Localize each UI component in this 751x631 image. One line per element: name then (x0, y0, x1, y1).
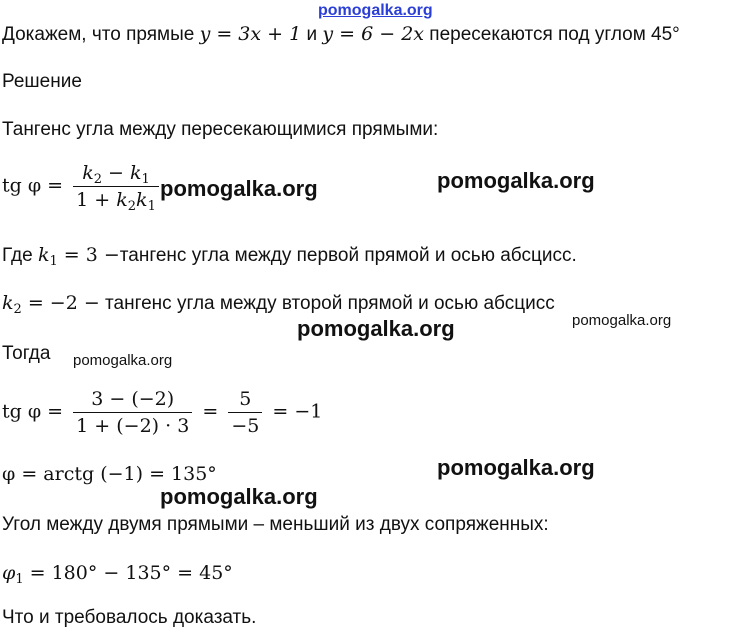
formula1-num-k1: k (130, 162, 142, 184)
formula1-numerator (73, 160, 159, 187)
conclusion: Что и требовалось доказать. (2, 607, 257, 628)
k1-definition (2, 244, 577, 267)
site-watermark[interactable]: pomogalka.org (437, 168, 595, 193)
k2-symbol: k (2, 292, 14, 314)
k1-lead: Где (2, 245, 38, 266)
formula1-den-k1: k (136, 189, 148, 211)
site-watermark[interactable]: pomogalka.org (572, 312, 672, 329)
k1-sub: 1 (49, 254, 58, 269)
formula1-num-k1-sub: 1 (141, 172, 150, 187)
solution-heading: Решение (2, 71, 82, 92)
smaller-angle-text: Угол между двумя прямыми – меньший из двух сопряженных: (2, 514, 549, 535)
formula-arctg: φ = arctg (−1) = 135° (2, 463, 217, 485)
formula1-den-k2: k (116, 189, 128, 211)
formula1-den-k1-sub: 1 (147, 199, 156, 214)
formula1-num-k2-sub: 2 (93, 172, 102, 187)
then-label: Тогда (2, 343, 51, 364)
k2-value: = −2 − (21, 292, 100, 314)
formula4-rest: = 180° − 135° = 45° (23, 562, 233, 584)
problem-lead: Докажем, что прямые (2, 24, 200, 45)
site-watermark[interactable]: pomogalka.org (437, 455, 595, 480)
formula4-phi: φ (2, 562, 16, 584)
k1-text: тангенс угла между первой прямой и осью абсцисс. (119, 245, 577, 266)
formula4-sub: 1 (15, 572, 24, 587)
site-watermark[interactable]: pomogalka.org (73, 352, 173, 369)
site-watermark[interactable]: pomogalka.org (160, 176, 318, 201)
formula2-lhs: tg φ = (2, 400, 64, 423)
problem-and: и (301, 24, 323, 45)
site-watermark[interactable]: pomogalka.org (160, 484, 318, 509)
site-watermark[interactable]: pomogalka.org (297, 316, 455, 341)
problem-tail: пересекаются под углом 45° (424, 24, 680, 45)
formula2-eq: = (202, 400, 219, 423)
formula2-fraction-1 (73, 386, 192, 439)
k2-definition (2, 292, 555, 315)
line-equation-1: y = 3x + 1 (199, 23, 302, 45)
k1-value: = 3 − (57, 244, 120, 266)
formula1-den-one: 1 + (76, 189, 117, 211)
site-watermark-top[interactable]: pomogalka.org (318, 2, 433, 19)
tangent-intro: Тангенс угла между пересекающимися прямыми: (2, 119, 439, 140)
formula1-lhs: tg φ = (2, 174, 64, 197)
formula-tangent-general (2, 160, 163, 213)
formula2-rhs: = −1 (272, 400, 323, 423)
formula2-numerator: 3 − (−2) (73, 386, 192, 413)
formula-tangent-calculation (2, 386, 322, 439)
k2-sub: 2 (13, 302, 22, 317)
k2-text: тангенс угла между второй прямой и осью абсцисс (99, 293, 555, 314)
formula1-num-minus: − (102, 162, 130, 184)
formula-result (2, 562, 233, 587)
formula1-denominator (73, 187, 159, 213)
formula2-denominator: 1 + (−2) · 3 (76, 415, 190, 437)
line-equation-2: y = 6 − 2x (322, 23, 424, 45)
problem-statement (2, 23, 680, 46)
formula1-num-k2: k (82, 162, 94, 184)
formula2-fraction-2 (228, 386, 262, 439)
k1-symbol: k (37, 244, 50, 266)
formula1-den-k2-sub: 2 (127, 199, 137, 214)
formula2-numerator-2: 5 (228, 386, 262, 413)
formula2-denominator-2: −5 (231, 415, 260, 437)
formula1-fraction (73, 160, 159, 213)
